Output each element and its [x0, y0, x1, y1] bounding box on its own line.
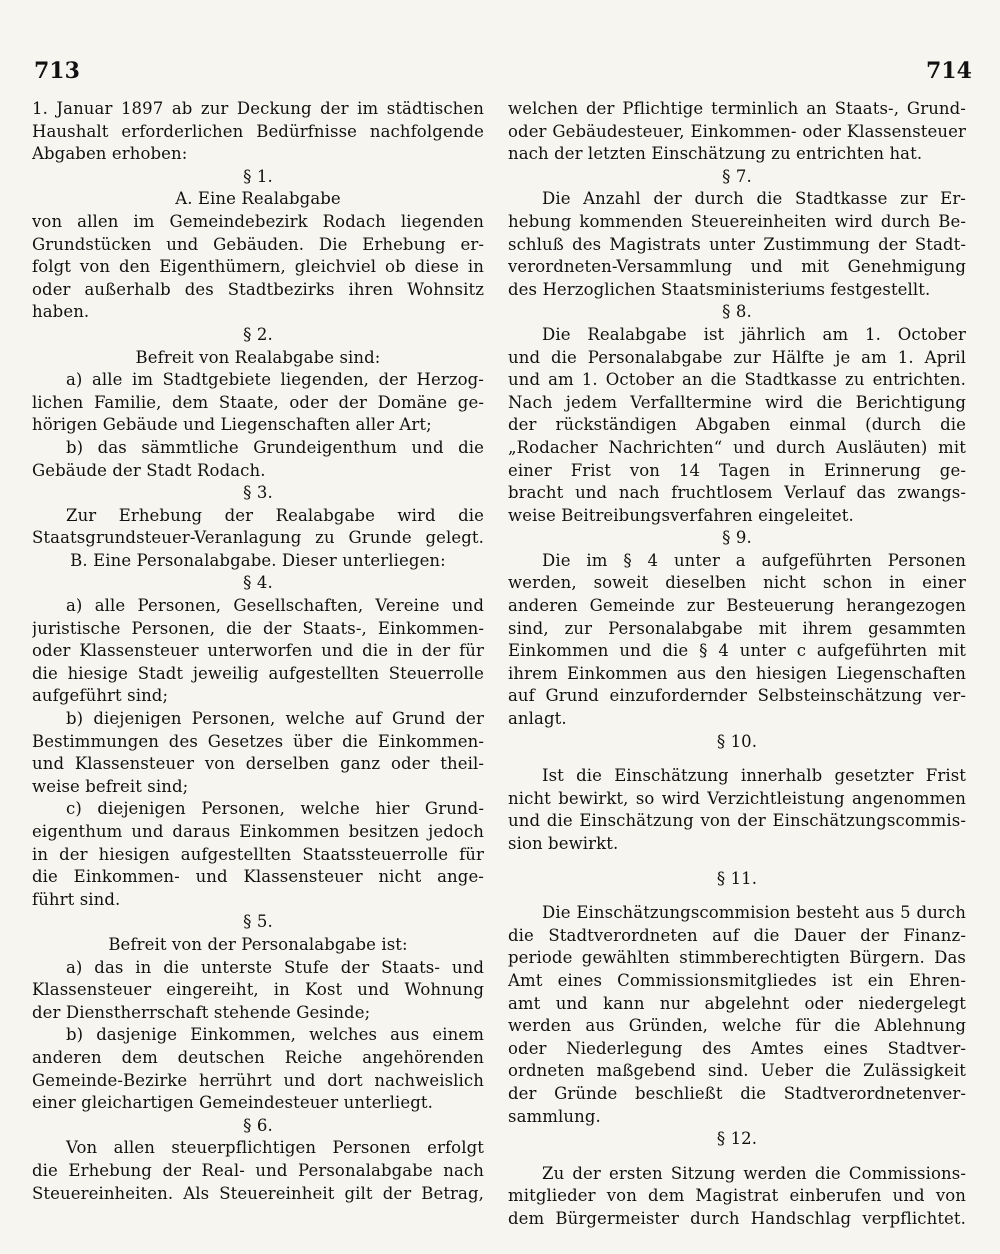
text-line: b) das sämmtliche Grundeigenthum und die: [66, 437, 484, 457]
text-line: Grundstücken und Gebäuden. Die Erhebung er-: [32, 234, 484, 254]
text-line: eigenthum und daraus Einkommen besitzen jedoch: [32, 822, 484, 841]
text-line: Nach jedem Verfalltermine wird die Berichtigung: [508, 392, 966, 412]
text-line: Einkommen und die § 4 unter c aufgeführten mit: [508, 641, 966, 661]
text-line: periode gewählten stimmberechtigten Bürgern. Das: [508, 948, 966, 968]
text-line: sion bewirkt.: [508, 834, 619, 853]
text-line: ihrem Einkommen aus den hiesigen Liegenschaften: [508, 663, 966, 683]
text-line: juristische Personen, die der Staats-, Einkommen-: [32, 618, 484, 638]
text-line: folgt von den Eigenthümern, gleichviel ob diese in: [32, 257, 484, 277]
text-line: Abgaben erhoben:: [32, 144, 188, 164]
section-heading-10: § 10.: [716, 731, 758, 751]
section-heading-6: § 6.: [243, 1115, 273, 1135]
text-line: lichen Familie, dem Staate, oder der Domäne ge-: [32, 392, 484, 412]
text-line: werden aus Gründen, welche für die Ablehnung: [508, 1016, 966, 1036]
section-heading-8: § 8.: [722, 302, 752, 322]
text-line: a) alle Personen, Gesellschaften, Vereine und: [66, 596, 484, 616]
text-line: Staatsgrundsteuer-Veranlagung zu Grunde gelegt.: [32, 528, 484, 548]
section-heading-12: § 12.: [716, 1129, 758, 1149]
text-line: die Erhebung der Real- und Personalabgabe nach: [32, 1160, 484, 1180]
text-line: der Gründe beschließt die Stadtverordnetenver-: [508, 1083, 966, 1103]
text-line: in der hiesigen aufgestellten Staatssteuerrolle für: [32, 844, 484, 864]
text-line: und die Personalabgabe zur Hälfte je am 1. April: [508, 347, 966, 367]
text-line: die Einkommen- und Klassensteuer nicht ange-: [32, 867, 484, 887]
text-line: Bestimmungen des Gesetzes über die Einkommen-: [32, 731, 484, 751]
subheading-personalabgabe: B. Eine Personalabgabe. Dieser unterliegen:: [70, 550, 446, 570]
text-line: Zu der ersten Sitzung werden die Commissions-: [542, 1163, 966, 1183]
text-line: aufgeführt sind;: [32, 686, 169, 706]
text-line: Haushalt erforderlichen Bedürfnisse nachfolgende: [32, 121, 484, 141]
text-line: die Stadtverordneten auf die Dauer der Finanz-: [508, 925, 966, 945]
text-line: oder Klassensteuer unterworfen und die in der für: [32, 641, 484, 661]
text-line: und die Einschätzung von der Einschätzungscommis-: [508, 811, 966, 831]
text-line: schluß des Magistrats unter Zustimmung der Stadt-: [508, 234, 966, 254]
text-line: von allen im Gemeindebezirk Rodach liegenden: [32, 211, 484, 231]
text-line: ordneten maßgebend sind. Ueber die Zulässigkeit: [508, 1061, 966, 1081]
section-heading-3: § 3.: [243, 483, 273, 503]
text-line: hebung kommenden Steuereinheiten wird durch Be-: [508, 211, 966, 231]
text-line: Gebäude der Stadt Rodach.: [32, 460, 266, 480]
section-heading-11: § 11.: [716, 868, 758, 888]
text-line: c) diejenigen Personen, welche hier Grund-: [66, 799, 484, 819]
text-line: sind, zur Personalabgabe mit ihrem gesammten: [508, 618, 966, 638]
text-line: und Klassensteuer von derselben ganz oder theil-: [32, 754, 484, 774]
subheading-befreit-personalabgabe: Befreit von der Personalabgabe ist:: [108, 934, 408, 954]
text-line: anderen Gemeinde zur Besteuerung herangezogen: [508, 596, 966, 616]
section-heading-5: § 5.: [243, 912, 273, 932]
right-column: [508, 98, 966, 1231]
subheading-befreit-realabgabe: Befreit von Realabgabe sind:: [135, 347, 381, 367]
text-line: dem Bürgermeister durch Handschlag verpflichtet.: [508, 1208, 966, 1228]
section-heading-4: § 4.: [243, 573, 273, 593]
text-line: sammlung.: [508, 1106, 601, 1126]
text-line: amt und kann nur abgelehnt oder niedergelegt: [508, 993, 966, 1013]
text-line: a) alle im Stadtgebiete liegenden, der Herzog-: [66, 370, 484, 390]
text-line: die hiesige Stadt jeweilig aufgestellten Steuerrolle: [32, 663, 484, 683]
section-heading-9: § 9.: [722, 528, 752, 548]
text-line: der Dienstherrschaft stehende Gesinde;: [32, 1002, 371, 1022]
text-line: anlagt.: [508, 709, 567, 729]
text-line: Amt eines Commissionsmitgliedes ist ein Ehren-: [508, 970, 966, 990]
text-line: weise befreit sind;: [32, 776, 189, 796]
text-line: Die im § 4 unter a aufgeführten Personen: [542, 550, 966, 570]
section-heading-1: § 1.: [243, 166, 273, 186]
text-line: Die Anzahl der durch die Stadtkasse zur Er-: [542, 189, 966, 209]
text-line: anderen dem deutschen Reiche angehörenden: [32, 1047, 484, 1067]
text-line: einer gleichartigen Gemeindesteuer unterliegt.: [32, 1093, 434, 1113]
text-line: der rückständigen Abgaben einmal (durch die: [508, 415, 966, 435]
text-line: und am 1. October an die Stadtkasse zu entrichten.: [508, 370, 966, 390]
text-line: Ist die Einschätzung innerhalb gesetzter Frist: [542, 766, 966, 786]
section-heading-2: § 2.: [243, 324, 273, 344]
text-line: Die Realabgabe ist jährlich am 1. October: [542, 324, 966, 344]
text-line: Die Einschätzungscommision besteht aus 5 durch: [542, 903, 966, 923]
text-line: hörigen Gebäude und Liegenschaften aller Art;: [32, 415, 432, 435]
text-line: Gemeinde-Bezirke herrührt und dort nachweislich: [32, 1070, 484, 1090]
page-number-left: 713: [34, 58, 80, 84]
text-line: oder außerhalb des Stadtbezirks ihren Wohnsitz: [32, 279, 484, 299]
text-line: auf Grund einzufordernder Selbsteinschätzung ver-: [508, 686, 966, 706]
text-line: Zur Erhebung der Realabgabe wird die: [66, 505, 484, 525]
text-line: oder Niederlegung des Amtes eines Stadtver-: [508, 1038, 966, 1058]
text-line: b) dasjenige Einkommen, welches aus einem: [66, 1025, 484, 1045]
page-number-right: 714: [926, 58, 972, 84]
text-line: oder Gebäudesteuer, Einkommen- oder Klassensteuer: [508, 121, 966, 141]
subheading-realabgabe: A. Eine Realabgabe: [175, 189, 341, 209]
text-line: verordneten-Versammlung und mit Genehmigung: [508, 257, 966, 277]
text-line: einer Frist von 14 Tagen in Erinnerung ge-: [508, 460, 966, 480]
text-line: werden, soweit dieselben nicht schon in einer: [508, 573, 966, 593]
left-column: [32, 98, 484, 1205]
text-line: Von allen steuerpflichtigen Personen erfolgt: [66, 1138, 484, 1158]
text-line: nach der letzten Einschätzung zu entrichten hat.: [508, 144, 923, 164]
text-line: führt sind.: [32, 889, 121, 909]
text-line: welchen der Pflichtige terminlich an Staats-, Grund-: [508, 99, 966, 118]
text-line: bracht und nach fruchtlosem Verlauf das zwangs-: [508, 483, 966, 503]
text-line: weise Beitreibungsverfahren eingeleitet.: [508, 505, 854, 525]
text-line: Klassensteuer eingereiht, in Kost und Wohnung: [32, 980, 484, 1000]
text-line: a) das in die unterste Stufe der Staats- und: [66, 957, 484, 977]
text-line: „Rodacher Nachrichten“ und durch Ausläuten) mit: [508, 437, 966, 457]
text-line: b) diejenigen Personen, welche auf Grund der: [66, 709, 484, 729]
text-line: 1. Januar 1897 ab zur Deckung der im städtischen: [32, 99, 484, 118]
text-line: Steuereinheiten. Als Steuereinheit gilt der Betrag,: [32, 1183, 484, 1203]
section-heading-7: § 7.: [722, 166, 752, 186]
text-line: nicht bewirkt, so wird Verzichtleistung angenommen: [508, 788, 966, 808]
text-line: mitglieder von dem Magistrat einberufen und von: [508, 1186, 966, 1206]
text-line: des Herzoglichen Staatsministeriums festgestellt.: [508, 279, 931, 299]
text-line: haben.: [32, 302, 90, 322]
